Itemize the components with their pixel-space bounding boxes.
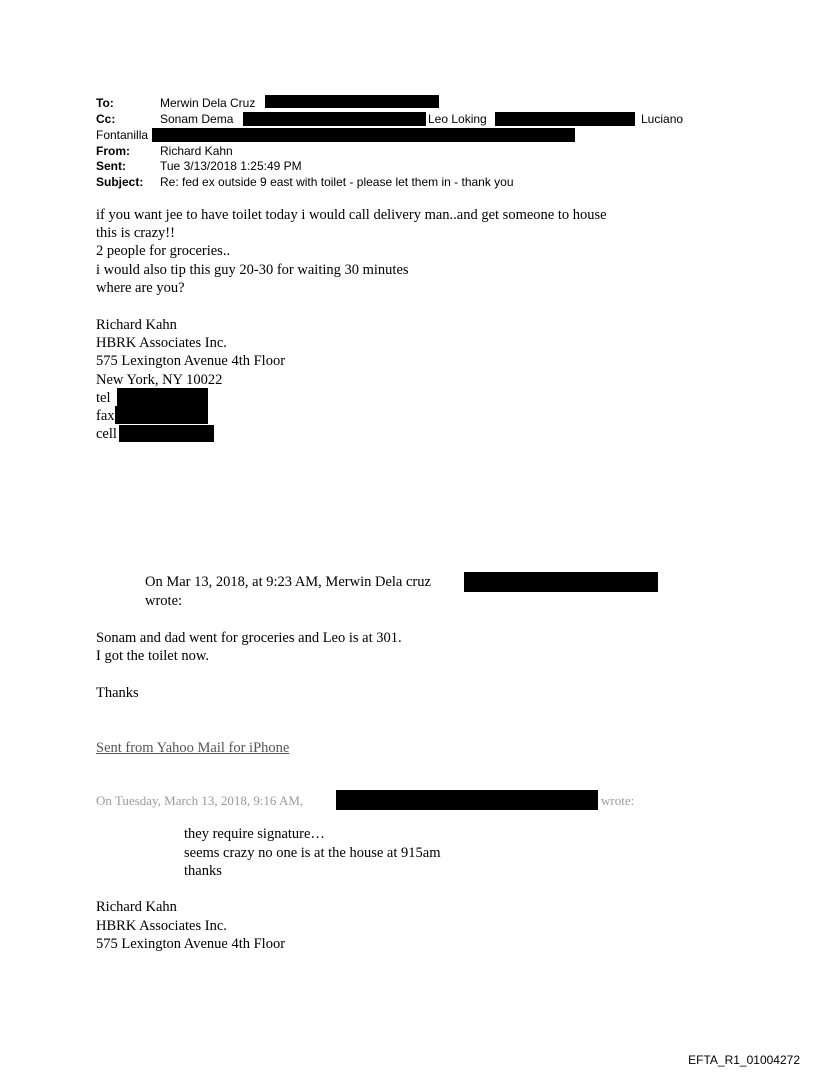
signature-name: Richard Kahn <box>96 317 177 333</box>
signature-company: HBRK Associates Inc. <box>96 335 227 351</box>
signature2-name: Richard Kahn <box>96 899 177 915</box>
to-value: Merwin Dela Cruz <box>160 96 256 110</box>
signature2-address: 575 Lexington Avenue 4th Floor <box>96 936 286 952</box>
body-line-5: where are you? <box>96 280 185 296</box>
quote1-line-1: Sonam and dad went for groceries and Leo is at 301. <box>96 630 402 646</box>
redaction-cell <box>119 425 214 442</box>
signature-tel: tel <box>96 390 111 406</box>
signature2-company: HBRK Associates Inc. <box>96 918 227 934</box>
body-line-4: i would also tip this guy 20-30 for waiting 30 minutes <box>96 262 409 278</box>
signature-fax: fax <box>96 408 115 424</box>
quote1-thanks: Thanks <box>96 685 139 701</box>
sent-label: Sent: <box>96 159 126 173</box>
quote2-intro: On Tuesday, March 13, 2018, 9:16 AM, <box>96 793 304 808</box>
redaction-quote2 <box>336 790 598 810</box>
quote1-line-2: I got the toilet now. <box>96 648 210 664</box>
quote1-wrote: wrote: <box>145 593 183 609</box>
signature-cell: cell <box>96 426 117 442</box>
cc-value-4: Fontanilla <box>96 128 149 142</box>
to-label: To: <box>96 96 114 110</box>
quote2-line-2: seems crazy no one is at the house at 915am <box>184 845 441 861</box>
sent-from-yahoo-link[interactable]: Sent from Yahoo Mail for iPhone <box>96 740 290 756</box>
cc-value-1: Sonam Dema <box>160 112 234 126</box>
signature-city: New York, NY 10022 <box>96 372 223 388</box>
redaction-to <box>265 95 439 108</box>
redaction-cc-3 <box>152 128 575 142</box>
cc-value-3: Luciano <box>641 112 684 126</box>
redaction-cc-2 <box>495 112 635 126</box>
quote1-intro: On Mar 13, 2018, at 9:23 AM, Merwin Dela cruz <box>145 574 431 590</box>
quote2-wrote: wrote: <box>601 793 635 808</box>
cc-value-2: Leo Loking <box>428 112 487 126</box>
redaction-cc-1 <box>243 112 426 126</box>
cc-label: Cc: <box>96 112 116 126</box>
redaction-quote1 <box>464 572 658 592</box>
from-value: Richard Kahn <box>160 144 233 158</box>
from-label: From: <box>96 144 130 158</box>
quote2-line-3: thanks <box>184 863 222 879</box>
body-line-1: if you want jee to have toilet today i would call delivery man..and get someone to house <box>96 207 607 223</box>
redaction-fax <box>115 406 208 424</box>
document-id: EFTA_R1_01004272 <box>688 1053 800 1067</box>
sent-value: Tue 3/13/2018 1:25:49 PM <box>160 159 302 173</box>
subject-value: Re: fed ex outside 9 east with toilet - please let them in - thank you <box>160 175 514 189</box>
subject-label: Subject: <box>96 175 144 189</box>
redaction-tel <box>117 388 208 407</box>
signature-address: 575 Lexington Avenue 4th Floor <box>96 353 286 369</box>
body-line-2: this is crazy!! <box>96 225 175 241</box>
quote2-line-1: they require signature… <box>184 826 325 842</box>
body-line-3: 2 people for groceries.. <box>96 243 231 259</box>
